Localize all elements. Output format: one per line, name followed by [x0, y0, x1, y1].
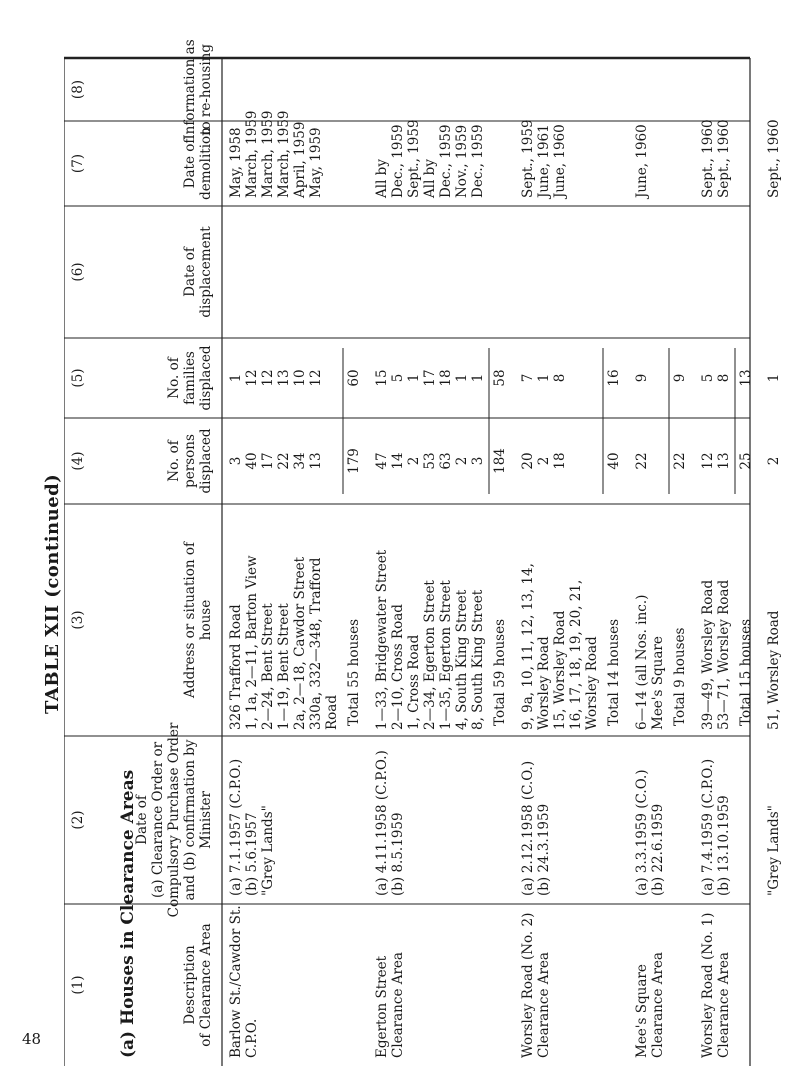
demolition-date: All by	[374, 159, 390, 198]
address: 326 Trafford Road	[228, 604, 244, 730]
group-total-label: Total 59 houses	[492, 619, 508, 726]
group-total-label: Total 9 houses	[672, 627, 688, 726]
families-count: 1	[470, 373, 486, 383]
families-count: 1	[406, 373, 422, 383]
persons-count: 13	[716, 452, 732, 470]
address: 9, 9a, 10, 11, 12, 13, 14,	[520, 563, 536, 730]
address: Road	[324, 695, 340, 730]
column-header: to re-housing	[198, 44, 214, 135]
address: 2—10, Cross Road	[390, 604, 406, 730]
area-name: Clearance Area	[390, 952, 406, 1058]
address: 2a, 2—18, Cawdor Street	[292, 556, 308, 730]
families-count: 1	[228, 373, 244, 383]
group-total-label: Total 15 houses	[738, 619, 754, 726]
demolition-date: All by	[422, 159, 438, 198]
table-title: TABLE XII (continued)	[42, 473, 63, 714]
page-number: 48	[22, 1030, 42, 1048]
demolition-date: Dec., 1959	[470, 124, 486, 198]
column-header: displaced	[198, 345, 214, 411]
order-date: (b) 5.6.1957	[244, 812, 260, 896]
address: 1—35, Egerton Street	[438, 580, 454, 730]
families-count: 5	[700, 373, 716, 383]
address: 2—34, Egerton Street	[422, 580, 438, 730]
address: 39—49, Worsley Road	[700, 579, 716, 730]
area-name: Barlow St./Cawdor St.	[228, 905, 244, 1058]
order-date: (a) 7.1.1957 (C.P.O.)	[228, 758, 244, 896]
families-count: 15	[374, 369, 390, 387]
order-date: (b) 22.6.1959	[650, 803, 666, 896]
address: 1, Cross Road	[406, 634, 422, 730]
families-count: 9	[634, 373, 650, 383]
group-total-persons: 184	[492, 448, 508, 474]
demolition-date: Sept., 1960	[766, 119, 782, 198]
demolition-date: June, 1960	[634, 124, 650, 198]
persons-count: 2	[454, 456, 470, 466]
group-total-label: Total 55 houses	[346, 619, 362, 726]
persons-count: 22	[634, 452, 650, 470]
group-total-persons: 179	[346, 448, 362, 474]
column-header: of Clearance Area	[198, 923, 214, 1047]
column-number: (7)	[70, 153, 86, 174]
column-number: (2)	[70, 810, 86, 830]
families-count: 8	[552, 373, 568, 383]
persons-count: 53	[422, 452, 438, 470]
demolition-date: Nov., 1959	[454, 124, 470, 198]
column-header: persons	[182, 434, 198, 488]
column-header: Address or situation of	[182, 542, 198, 698]
demolition-date: May, 1959	[308, 127, 324, 198]
column-header: No. of	[166, 357, 182, 399]
column-number: (1)	[70, 975, 86, 995]
demolition-date: Dec., 1959	[438, 124, 454, 198]
area-name: Clearance Area	[716, 952, 732, 1058]
area-name: Clearance Area	[536, 952, 552, 1058]
demolition-date: June, 1960	[552, 124, 568, 198]
demolition-date: March, 1959	[244, 110, 260, 198]
address: 15, Worsley Road	[552, 610, 568, 730]
area-name: C.P.O.	[244, 1018, 260, 1058]
column-header: Minister	[198, 791, 214, 849]
families-count: 17	[422, 369, 438, 387]
column-header: No. of	[166, 440, 182, 482]
demolition-date: Sept., 1959	[520, 119, 536, 198]
families-count: 8	[716, 373, 732, 383]
address: Mee's Square	[650, 636, 666, 730]
address: 330a, 332—348, Trafford	[308, 557, 324, 730]
demolition-date: March, 1959	[276, 110, 292, 198]
order-date: "Grey Lands"	[260, 805, 276, 896]
demolition-date: March, 1959	[260, 110, 276, 198]
families-count: 7	[520, 373, 536, 383]
column-header: and (b) confirmation by	[182, 739, 198, 901]
area-name: Clearance Area	[650, 952, 666, 1058]
column-header: displacement	[198, 226, 214, 318]
column-number: (5)	[70, 368, 86, 388]
address: 16, 17, 18, 19, 20, 21,	[568, 579, 584, 730]
column-header: Date of	[182, 247, 198, 297]
area-name: Worsley Road (No. 1)	[700, 912, 716, 1058]
address: 6—14 (all Nos. inc.)	[634, 594, 650, 730]
families-count: 10	[292, 369, 308, 387]
demolition-date: May, 1958	[228, 127, 244, 198]
column-header: displaced	[198, 428, 214, 494]
address: 8, South King Street	[470, 589, 486, 730]
persons-count: 40	[244, 452, 260, 470]
group-total-persons: 22	[672, 452, 688, 470]
address: 2—24, Bent Street	[260, 603, 276, 730]
address: 53—71, Worsley Road	[716, 579, 732, 730]
group-total-persons: 25	[738, 452, 754, 470]
families-count: 5	[390, 373, 406, 383]
families-count: 1	[766, 373, 782, 383]
group-total-families: 58	[492, 369, 508, 387]
families-count: 1	[536, 373, 552, 383]
order-date: (b) 24.3.1959	[536, 803, 552, 896]
persons-count: 34	[292, 452, 308, 470]
column-header: Information as	[182, 39, 198, 140]
demolition-date: Dec., 1959	[390, 124, 406, 198]
persons-count: 13	[308, 452, 324, 470]
persons-count: 2	[766, 456, 782, 466]
address: 51, Worsley Road	[766, 610, 782, 730]
persons-count: 47	[374, 452, 390, 470]
demolition-date: Sept., 1960	[700, 119, 716, 198]
section-heading: (a) Houses in Clearance Areas	[118, 769, 138, 1058]
families-count: 12	[260, 369, 276, 387]
persons-count: 2	[536, 456, 552, 466]
column-header: families	[182, 351, 198, 405]
address: 1, 1a, 2—11, Barton View	[244, 555, 260, 730]
address: Worsley Road	[536, 636, 552, 730]
group-total-families: 13	[738, 369, 754, 387]
families-count: 13	[276, 369, 292, 387]
column-number: (6)	[70, 262, 86, 282]
column-number: (3)	[70, 610, 86, 630]
address: 1—33, Bridgewater Street	[374, 549, 390, 730]
group-total-label: Total 14 houses	[606, 619, 622, 726]
persons-count: 20	[520, 452, 536, 470]
families-count: 1	[454, 373, 470, 383]
demolition-date: Sept., 1959	[406, 119, 422, 198]
area-name: Egerton Street	[374, 955, 390, 1058]
order-date: "Grey Lands"	[766, 805, 782, 896]
column-header: house	[198, 599, 214, 641]
order-date: (a) 3.3.1959 (C.O.)	[634, 769, 650, 896]
column-number: (4)	[70, 451, 86, 471]
column-header: demolition	[198, 127, 214, 200]
persons-count: 18	[552, 452, 568, 470]
persons-count: 14	[390, 452, 406, 470]
group-total-families: 9	[672, 373, 688, 383]
families-count: 18	[438, 369, 454, 387]
demolition-date: June, 1961	[536, 124, 552, 198]
persons-count: 3	[470, 456, 486, 466]
persons-count: 12	[700, 452, 716, 470]
group-total-families: 16	[606, 369, 622, 387]
area-name: Worsley Road (No. 2)	[520, 912, 536, 1058]
group-total-persons: 40	[606, 452, 622, 470]
column-header: Date of	[134, 795, 150, 845]
persons-count: 2	[406, 456, 422, 466]
order-date: (b) 8.5.1959	[390, 812, 406, 896]
order-date: (a) 7.4.1959 (C.P.O.)	[700, 758, 716, 896]
persons-count: 17	[260, 452, 276, 470]
column-header: Date of	[182, 138, 198, 189]
area-name: Mee's Square	[634, 964, 650, 1058]
address: 4, South King Street	[454, 589, 470, 730]
persons-count: 63	[438, 452, 454, 470]
families-count: 12	[244, 369, 260, 387]
demolition-date: April, 1959	[292, 121, 308, 198]
address: Worsley Road	[584, 636, 600, 730]
families-count: 12	[308, 369, 324, 387]
column-number: (8)	[70, 79, 86, 100]
demolition-date: Sept., 1960	[716, 119, 732, 198]
persons-count: 3	[228, 456, 244, 466]
order-date: (b) 13.10.1959	[716, 795, 732, 896]
column-header: Compulsory Purchase Order	[166, 722, 182, 918]
address: 1—19, Bent Street	[276, 603, 292, 730]
persons-count: 22	[276, 452, 292, 470]
order-date: (a) 2.12.1958 (C.O.)	[520, 760, 536, 896]
order-date: (a) 4.11.1958 (C.P.O.)	[374, 750, 390, 896]
column-header: Description	[182, 945, 198, 1025]
group-total-families: 60	[346, 369, 362, 387]
column-header: (a) Clearance Order or	[150, 741, 166, 899]
